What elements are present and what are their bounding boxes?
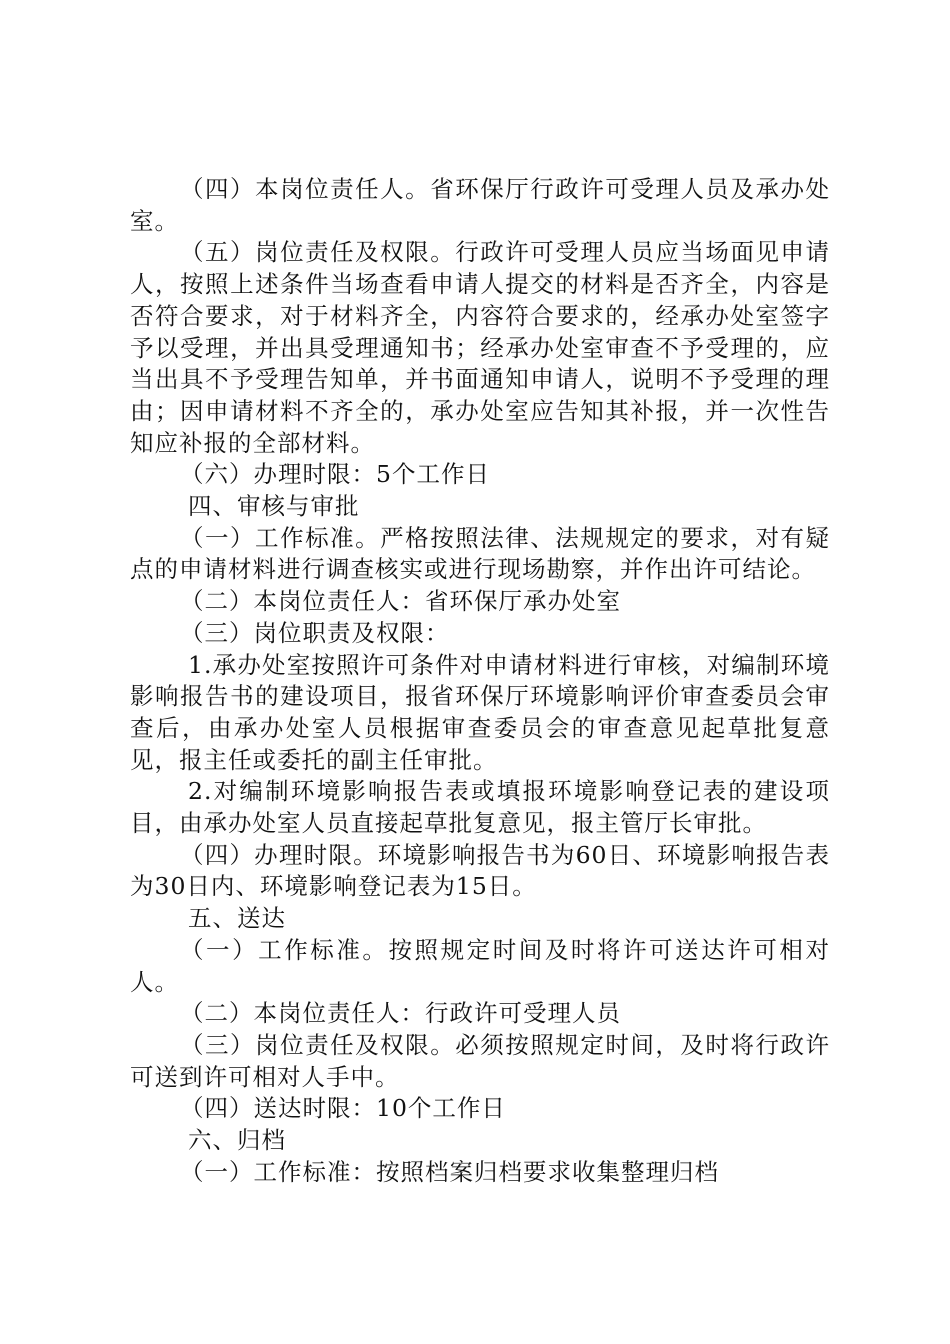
document-body [130, 174, 830, 1189]
paragraph-review-work-standard: （一）工作标准。严格按照法律、法规规定的要求，对有疑点的申请材料进行调查核实或进行现场勘察，并作出许可结论。 [130, 523, 830, 584]
paragraph-review-duty-item-2: 2.对编制环境影响报告表或填报环境影响登记表的建设项目，由承办处室人员直接起草批复意见，报主管厅长审批。 [130, 777, 830, 838]
paragraph-archiving-work-standard: （一）工作标准：按照档案归档要求收集整理归档 [180, 1157, 719, 1186]
paragraph-review-time-limit: （四）办理时限。环境影响报告书为60日、环境影响报告表为30日内、环境影响登记表为15日。 [130, 840, 830, 901]
paragraph-delivery-duties: （三）岗位责任及权限。必须按照规定时间，及时将行政许可送到许可相对人手中。 [130, 1030, 830, 1091]
paragraph-review-responsible-person: （二）本岗位责任人：省环保厅承办处室 [180, 587, 621, 616]
paragraph-review-duties-heading: （三）岗位职责及权限： [180, 618, 450, 647]
section-heading-archiving: 六、归档 [188, 1126, 286, 1155]
section-heading-review-and-approval: 四、审核与审批 [188, 492, 360, 521]
paragraph-processing-time-limit: （六）办理时限：5个工作日 [180, 460, 490, 489]
paragraph-delivery-responsible-person: （二）本岗位责任人：行政许可受理人员 [180, 999, 621, 1028]
paragraph-delivery-time-limit: （四）送达时限：10个工作日 [180, 1094, 506, 1123]
paragraph-delivery-work-standard: （一）工作标准。按照规定时间及时将许可送达许可相对人。 [130, 935, 830, 996]
section-heading-delivery: 五、送达 [188, 904, 286, 933]
paragraph-responsible-person: （四）本岗位责任人。省环保厅行政许可受理人员及承办处室。 [130, 175, 830, 235]
paragraph-duties-and-authority: （五）岗位责任及权限。行政许可受理人员应当场面见申请人，按照上述条件当场查看申请人提交的材料是否齐全，内容是否符合要求，对于材料齐全，内容符合要求的，经承办处室签字予以受理，并出具受理通知书；经承办处室审查不予受理的，应当出具不予受理告知单，并书面通知申请人，说明不予受理的理由；因申请材料不齐全的，承办处室应告知其补报，并一次性告知应补报的全部材料。 [130, 238, 830, 457]
paragraph-review-duty-item-1: 1.承办处室按照许可条件对申请材料进行审核，对编制环境影响报告书的建设项目，报省环保厅环境影响评价审查委员会审查后，由承办处室人员根据审查委员会的审查意见起草批复意见，报主任或委托的副主任审批。 [130, 650, 830, 774]
